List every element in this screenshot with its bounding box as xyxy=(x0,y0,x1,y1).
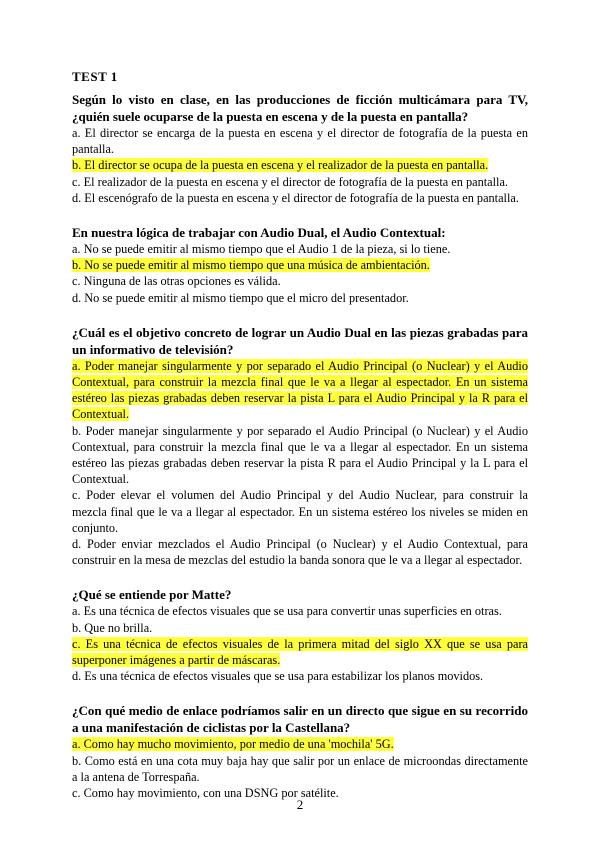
answer-option xyxy=(72,668,528,684)
answer-option xyxy=(72,190,528,206)
answer-option-highlighted xyxy=(72,257,528,273)
answer-option-text: b. Como está en una cota muy baja hay que salir por un enlace de microondas directamente a la antena de Torrespaña. xyxy=(72,753,528,784)
question-text: ¿Cuál es el objetivo concreto de lograr un Audio Dual en las piezas grabadas para un informativo de televisión? xyxy=(72,324,528,357)
answer-option-text: a. Como hay mucho movimiento, por medio de una 'mochila' 5G. xyxy=(72,737,394,752)
question-text: Según lo visto en clase, en las producciones de ficción multicámara para TV, ¿quién suele ocuparse de la puesta en escena y de la puesta en pantalla? xyxy=(72,92,528,124)
answer-option xyxy=(72,487,528,536)
answer-option-highlighted xyxy=(72,157,528,173)
answer-option xyxy=(72,273,528,289)
answer-option-text: b. Que no brilla. xyxy=(72,620,153,635)
answer-option-text: a. El director se encarga de la puesta en escena y el director de fotografía de la puesta en pantalla. xyxy=(72,126,528,157)
answer-option xyxy=(72,603,528,619)
answer-option xyxy=(72,620,528,636)
answer-option-highlighted xyxy=(72,636,528,668)
answer-option-text: d. Poder enviar mezclados el Audio Principal (o Nuclear) y el Audio Contextual, para construir en la mesa de mezclas del estudio la banda sonora que le va a llegar al espectador. xyxy=(72,537,528,568)
answer-option xyxy=(72,290,528,306)
page-number: 2 xyxy=(296,797,304,812)
answer-option xyxy=(72,753,528,785)
answer-option-text: a. Poder manejar singularmente y por separado el Audio Principal (o Nuclear) y el Audio Contextual, para construir la mezcla final que le va a llegar al espectador. En un sistema estéreo las piezas grabadas deben reservar la pista L para el Audio Principal y la R para el Contextual. xyxy=(72,358,528,422)
answer-option-text: a. No se puede emitir al mismo tiempo que el Audio 1 de la pieza, si lo tiene. xyxy=(72,242,451,257)
answer-option-text: b. El director se ocupa de la puesta en escena y el realizador de la puesta en pantalla. xyxy=(72,158,489,173)
question-block xyxy=(72,224,528,306)
answer-option xyxy=(72,125,528,157)
answer-option-text: c. Ninguna de las otras opciones es válida. xyxy=(72,274,281,289)
answer-option-text: d. El escenógrafo de la puesta en escena y el director de fotografía de la puesta en pantalla. xyxy=(72,190,519,205)
answer-option-text: b. No se puede emitir al mismo tiempo que una música de ambientación. xyxy=(72,258,430,273)
question-text: En nuestra lógica de trabajar con Audio Dual, el Audio Contextual: xyxy=(72,225,446,241)
test-title: TEST 1 xyxy=(72,69,118,84)
question-text: ¿Con qué medio de enlace podríamos salir en un directo que sigue en su recorrido a una manifestación de ciclistas por la Castellana? xyxy=(72,703,528,736)
answer-option-text: d. Es una técnica de efectos visuales que se usa para estabilizar los planos movidos. xyxy=(72,669,484,684)
question-block xyxy=(72,91,528,206)
answer-option-text: a. Es una técnica de efectos visuales que se usa para convertir unas superficies en otras. xyxy=(72,604,502,619)
answer-option-text: d. No se puede emitir al mismo tiempo que el micro del presentador. xyxy=(72,290,409,305)
answer-option xyxy=(72,241,528,257)
answer-option-highlighted xyxy=(72,358,528,423)
answer-option-text: b. Poder manejar singularmente y por separado el Audio Principal (o Nuclear) y el Audio Contextual, para construir la mezcla final que le va a llegar al espectador. En un sistema estéreo las piezas grabadas deben reservar la pista R para el Audio Principal y la L para el Contextual. xyxy=(72,423,528,487)
question-block xyxy=(72,324,528,569)
answer-option-text: c. Es una técnica de efectos visuales de la primera mitad del siglo XX que se usa para superponer imágenes a partir de máscaras. xyxy=(72,636,528,668)
question-block xyxy=(72,586,528,684)
question-block xyxy=(72,702,528,801)
answer-option-text: c. El realizador de la puesta en escena y el director de fotografía de la puesta en pantalla. xyxy=(72,174,508,189)
answer-option-text: c. Poder elevar el volumen del Audio Principal y del Audio Nuclear, para construir la mezcla final que le va a llegar al espectador. En un sistema estéreo los niveles se miden en conjunto. xyxy=(72,488,528,535)
question-list xyxy=(72,91,528,801)
answer-option-text: c. Como hay movimiento, con una DSNG por satélite. xyxy=(72,786,339,801)
answer-option-highlighted xyxy=(72,736,528,752)
question-text: ¿Qué se entiende por Matte? xyxy=(72,587,232,603)
answer-option xyxy=(72,174,528,190)
document-page xyxy=(72,68,528,819)
answer-option xyxy=(72,423,528,488)
answer-option xyxy=(72,536,528,568)
